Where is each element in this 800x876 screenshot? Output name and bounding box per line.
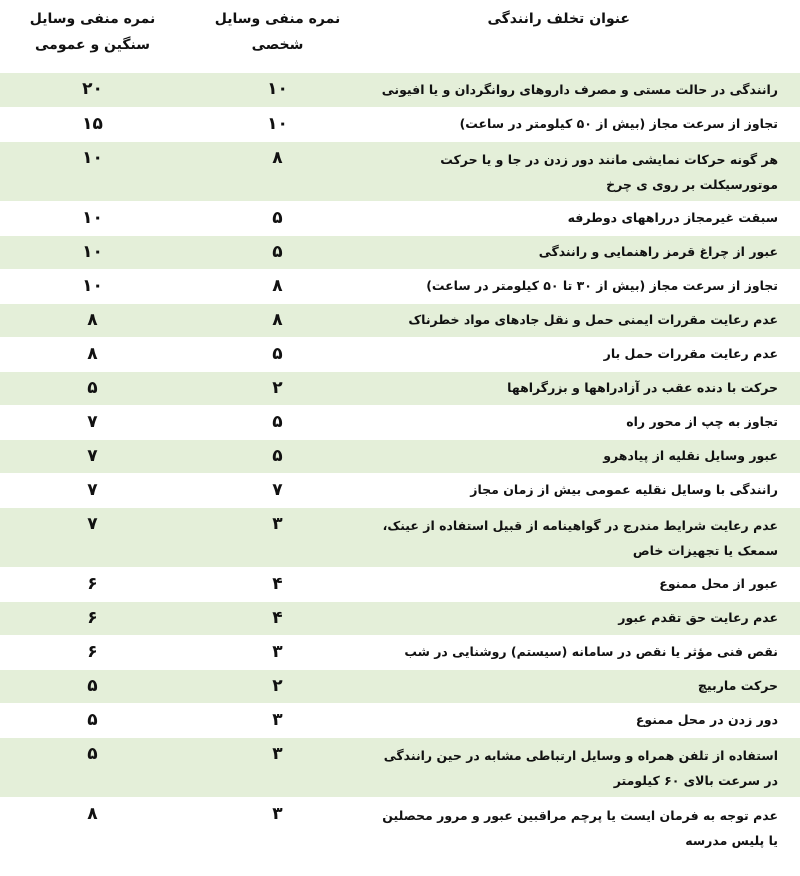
table-row: [0, 635, 800, 669]
violation-title: هر گونه حرکات نمایشی مانند دور زدن در جا و یا حرکت موتورسیکلت بر روی ی چرخ: [370, 141, 800, 201]
violation-title: تجاوز به چپ از محور راه: [370, 405, 800, 439]
personal-points: ۴: [185, 567, 370, 601]
personal-points: ۵: [185, 235, 370, 269]
violation-title: حرکت ماربیچ: [370, 669, 800, 703]
heavy-points: ۷: [0, 473, 185, 507]
heavy-points: ۱۰: [0, 141, 185, 201]
table-row: [0, 601, 800, 635]
table-row: [0, 141, 800, 201]
violation-title: عبور وسایل نقلیه از پیادهرو: [370, 439, 800, 473]
personal-points: ۴: [185, 601, 370, 635]
table-row: [0, 337, 800, 371]
heavy-points: ۸: [0, 797, 185, 857]
violation-title: سبقت غیرمجاز درراههای دوطرفه: [370, 201, 800, 235]
table-row: [0, 507, 800, 567]
heavy-points: ۸: [0, 337, 185, 371]
table-row: [0, 797, 800, 857]
heavy-points: ۵: [0, 737, 185, 797]
heavy-points: ۵: [0, 703, 185, 737]
violation-title: عبور از چراغ قرمز راهنمایی و رانندگی: [370, 235, 800, 269]
personal-points: ۸: [185, 269, 370, 303]
heavy-points: ۱۰: [0, 269, 185, 303]
header-violation-title: عنوان تخلف رانندگی: [370, 0, 800, 73]
table-row: [0, 567, 800, 601]
heavy-points: ۷: [0, 439, 185, 473]
violation-title: عدم توجه به فرمان ایست یا پرچم مراقبین عبور و مرور محصلین یا پلیس مدرسه: [370, 797, 800, 857]
violation-title: عدم رعایت مقررات حمل بار: [370, 337, 800, 371]
table-row: [0, 669, 800, 703]
heavy-points: ۱۰: [0, 201, 185, 235]
heavy-points: ۶: [0, 567, 185, 601]
violation-title: نقص فنی مؤثر یا نقص در سامانه (سیستم) روشنایی در شب: [370, 635, 800, 669]
header-row: [0, 0, 800, 73]
table-row: [0, 371, 800, 405]
table-row: [0, 303, 800, 337]
heavy-points: ۷: [0, 405, 185, 439]
heavy-points: ۶: [0, 601, 185, 635]
personal-points: ۵: [185, 439, 370, 473]
violation-title: حرکت با دنده عقب در آزادراهها و بزرگراهها: [370, 371, 800, 405]
table-row: [0, 737, 800, 797]
violation-title: رانندگی در حالت مستی و مصرف داروهای روانگردان و یا افیونی: [370, 73, 800, 107]
table-row: [0, 269, 800, 303]
personal-points: ۳: [185, 635, 370, 669]
personal-points: ۷: [185, 473, 370, 507]
personal-points: ۲: [185, 669, 370, 703]
heavy-points: ۲۰: [0, 73, 185, 107]
heavy-points: ۵: [0, 371, 185, 405]
violation-title: استفاده از تلفن همراه و وسایل ارتباطی مشابه در حین رانندگی در سرعت بالای ۶۰ کیلومتر: [370, 737, 800, 797]
personal-points: ۸: [185, 141, 370, 201]
personal-points: ۳: [185, 797, 370, 857]
table-row: [0, 73, 800, 107]
table-row: [0, 703, 800, 737]
violation-title: عبور از محل ممنوع: [370, 567, 800, 601]
heavy-points: ۶: [0, 635, 185, 669]
personal-points: ۵: [185, 337, 370, 371]
violation-title: تجاوز از سرعت مجاز (بیش از ۵۰ کیلومتر در ساعت): [370, 107, 800, 141]
violation-title: رانندگی با وسایل نقلیه عمومی بیش از زمان مجاز: [370, 473, 800, 507]
table-row: [0, 201, 800, 235]
personal-points: ۳: [185, 737, 370, 797]
table-row: [0, 439, 800, 473]
violation-title: تجاوز از سرعت مجاز (بیش از ۳۰ تا ۵۰ کیلومتر در ساعت): [370, 269, 800, 303]
personal-points: ۱۰: [185, 73, 370, 107]
violation-title: عدم رعایت حق تقدم عبور: [370, 601, 800, 635]
personal-points: ۳: [185, 507, 370, 567]
personal-points: ۵: [185, 405, 370, 439]
heavy-points: ۷: [0, 507, 185, 567]
violation-title: عدم رعایت مقررات ایمنی حمل و نقل جادهای مواد خطرناک: [370, 303, 800, 337]
violation-title: دور زدن در محل ممنوع: [370, 703, 800, 737]
violation-title: عدم رعایت شرایط مندرج در گواهینامه از قبیل استفاده از عینک، سمعک یا تجهیزات خاص: [370, 507, 800, 567]
table-row: [0, 405, 800, 439]
table-row: [0, 473, 800, 507]
personal-points: ۸: [185, 303, 370, 337]
table-row: [0, 107, 800, 141]
personal-points: ۲: [185, 371, 370, 405]
heavy-points: ۵: [0, 669, 185, 703]
heavy-points: ۱۰: [0, 235, 185, 269]
personal-points: ۳: [185, 703, 370, 737]
personal-points: ۵: [185, 201, 370, 235]
heavy-points: ۸: [0, 303, 185, 337]
header-personal-vehicle-points: نمره منفی وسایل شخصی: [185, 0, 370, 73]
table-row: [0, 235, 800, 269]
header-heavy-public-vehicle-points: نمره منفی وسایل سنگین و عمومی: [0, 0, 185, 73]
personal-points: ۱۰: [185, 107, 370, 141]
heavy-points: ۱۵: [0, 107, 185, 141]
